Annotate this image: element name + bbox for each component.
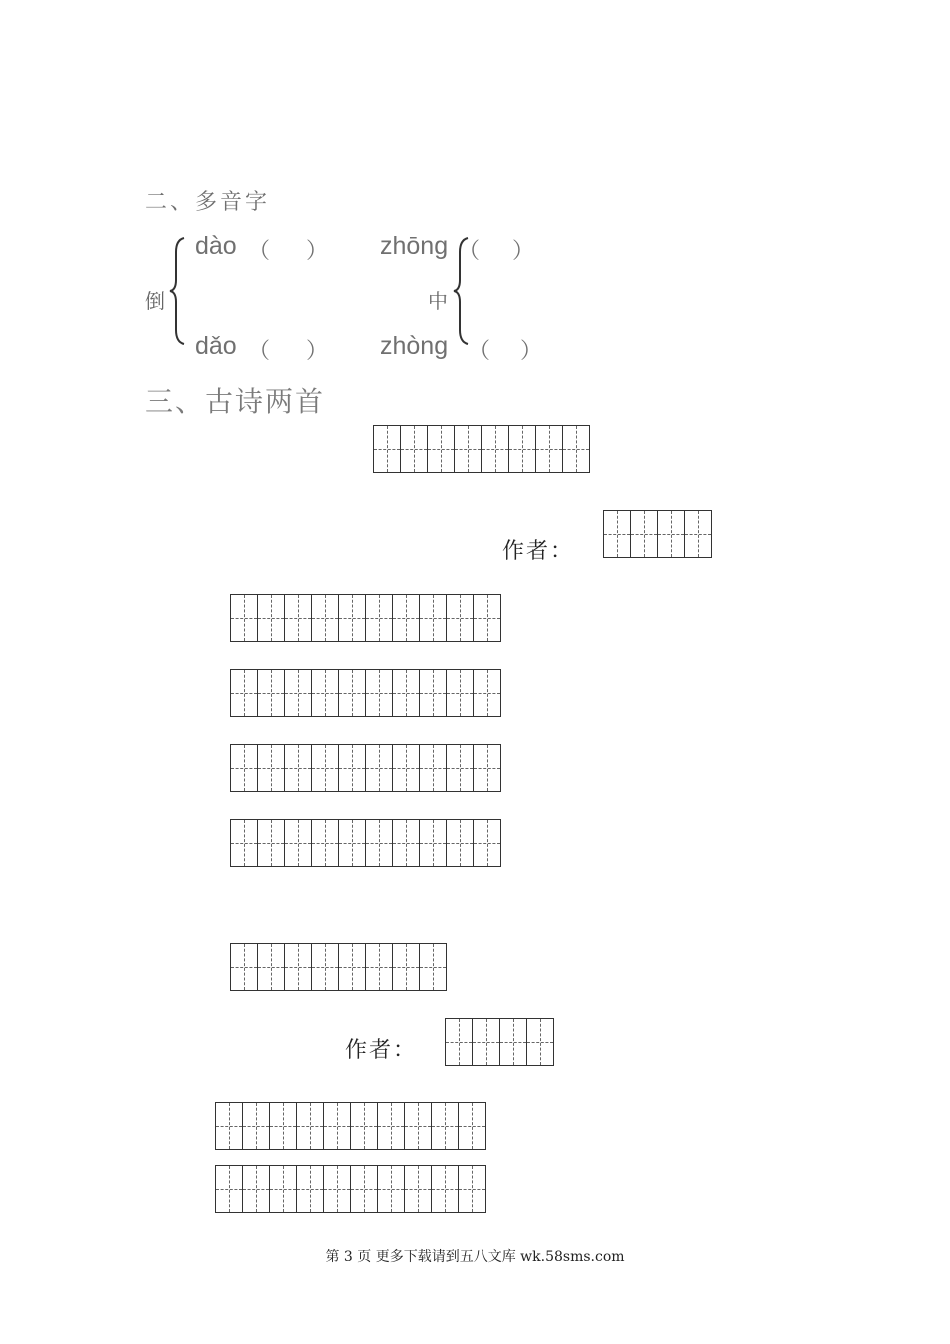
grid-cell[interactable] (377, 1165, 405, 1213)
poem1-author-grid[interactable] (603, 510, 712, 558)
poem1-title-grid[interactable] (373, 425, 590, 473)
grid-cell[interactable] (684, 510, 712, 558)
grid-cell[interactable] (338, 943, 366, 991)
poem1-line-2-grid[interactable] (230, 669, 501, 717)
grid-cell[interactable] (338, 594, 366, 642)
grid-cell[interactable] (242, 1165, 270, 1213)
grid-cell[interactable] (419, 669, 447, 717)
pinyin-zhong-4: zhòng (380, 332, 449, 360)
grid-cell[interactable] (284, 594, 312, 642)
grid-cell[interactable] (365, 669, 393, 717)
grid-cell[interactable] (481, 425, 509, 473)
grid-cell[interactable] (284, 943, 312, 991)
poem2-author-grid[interactable] (445, 1018, 554, 1066)
poem1-line-3-grid[interactable] (230, 744, 501, 792)
grid-cell[interactable] (392, 819, 420, 867)
grid-cell[interactable] (242, 1102, 270, 1150)
section-3-heading: 三、古诗两首 (145, 385, 326, 418)
grid-cell[interactable] (446, 594, 474, 642)
grid-cell[interactable] (392, 943, 420, 991)
poem2-line-1-grid[interactable] (215, 1102, 486, 1150)
grid-cell[interactable] (284, 819, 312, 867)
answer-paren-dao-3-open: （ (248, 339, 271, 364)
grid-cell[interactable] (392, 594, 420, 642)
poem1-author-label: 作者： (502, 539, 575, 564)
grid-cell[interactable] (392, 744, 420, 792)
grid-cell[interactable] (350, 1165, 378, 1213)
grid-cell[interactable] (311, 594, 339, 642)
pinyin-dao-4: dào (195, 232, 237, 260)
grid-cell[interactable] (230, 744, 258, 792)
grid-cell[interactable] (311, 943, 339, 991)
grid-cell[interactable] (284, 744, 312, 792)
grid-cell[interactable] (269, 1102, 297, 1150)
grid-cell[interactable] (284, 669, 312, 717)
grid-cell[interactable] (311, 744, 339, 792)
grid-cell[interactable] (458, 1102, 486, 1150)
poem1-line-4-grid[interactable] (230, 819, 501, 867)
grid-cell[interactable] (630, 510, 658, 558)
grid-cell[interactable] (473, 744, 501, 792)
answer-paren-dao-3-close: ） (306, 339, 329, 364)
grid-cell[interactable] (562, 425, 590, 473)
grid-cell[interactable] (350, 1102, 378, 1150)
grid-cell[interactable] (535, 425, 563, 473)
grid-cell[interactable] (257, 819, 285, 867)
grid-cell[interactable] (296, 1102, 324, 1150)
grid-cell[interactable] (454, 425, 482, 473)
left-brace-zhong (452, 236, 472, 346)
grid-cell[interactable] (230, 943, 258, 991)
grid-cell[interactable] (257, 669, 285, 717)
grid-cell[interactable] (230, 669, 258, 717)
grid-cell[interactable] (323, 1102, 351, 1150)
grid-cell[interactable] (404, 1165, 432, 1213)
grid-cell[interactable] (338, 819, 366, 867)
grid-cell[interactable] (419, 819, 447, 867)
grid-cell[interactable] (338, 669, 366, 717)
grid-cell[interactable] (311, 669, 339, 717)
grid-cell[interactable] (431, 1102, 459, 1150)
answer-paren-zhong-1-close: ） (512, 239, 535, 264)
grid-cell[interactable] (215, 1102, 243, 1150)
grid-cell[interactable] (603, 510, 631, 558)
answer-paren-zhong-4-open: （ (468, 339, 491, 364)
grid-cell[interactable] (499, 1018, 527, 1066)
grid-cell[interactable] (446, 819, 474, 867)
grid-cell[interactable] (257, 744, 285, 792)
answer-paren-zhong-4-close: ） (520, 339, 543, 364)
grid-cell[interactable] (365, 819, 393, 867)
grid-cell[interactable] (365, 594, 393, 642)
grid-cell[interactable] (269, 1165, 297, 1213)
pinyin-zhong-1: zhōng (380, 232, 449, 260)
grid-cell[interactable] (508, 425, 536, 473)
pinyin-dao-3: dǎo (195, 332, 237, 360)
grid-cell[interactable] (257, 943, 285, 991)
grid-cell[interactable] (526, 1018, 554, 1066)
section-2-heading: 二、多音字 (145, 190, 271, 215)
grid-cell[interactable] (473, 594, 501, 642)
grid-cell[interactable] (365, 943, 393, 991)
grid-cell[interactable] (657, 510, 685, 558)
grid-cell[interactable] (473, 819, 501, 867)
answer-paren-dao-4-close: ） (306, 239, 329, 264)
grid-cell[interactable] (427, 425, 455, 473)
grid-cell[interactable] (296, 1165, 324, 1213)
grid-cell[interactable] (419, 943, 447, 991)
grid-cell[interactable] (472, 1018, 500, 1066)
grid-cell[interactable] (458, 1165, 486, 1213)
grid-cell[interactable] (373, 425, 401, 473)
polyphone-char-dao: 倒 (145, 289, 165, 313)
grid-cell[interactable] (392, 669, 420, 717)
answer-paren-zhong-1-open: （ (458, 239, 481, 264)
polyphone-char-zhong: 中 (428, 289, 448, 313)
page-footer: 第 3 页 更多下载请到五八文库 wk.58sms.com (325, 1249, 625, 1265)
grid-cell[interactable] (377, 1102, 405, 1150)
grid-cell[interactable] (419, 594, 447, 642)
grid-cell[interactable] (404, 1102, 432, 1150)
grid-cell[interactable] (215, 1165, 243, 1213)
grid-cell[interactable] (230, 594, 258, 642)
poem2-title-grid[interactable] (230, 943, 447, 991)
answer-paren-dao-4-open: （ (248, 239, 271, 264)
grid-cell[interactable] (446, 744, 474, 792)
grid-cell[interactable] (445, 1018, 473, 1066)
grid-cell[interactable] (338, 744, 366, 792)
left-brace-dao (168, 236, 188, 346)
grid-cell[interactable] (431, 1165, 459, 1213)
grid-cell[interactable] (473, 669, 501, 717)
grid-cell[interactable] (257, 594, 285, 642)
grid-cell[interactable] (400, 425, 428, 473)
poem2-line-2-grid[interactable] (215, 1165, 486, 1213)
poem1-line-1-grid[interactable] (230, 594, 501, 642)
grid-cell[interactable] (323, 1165, 351, 1213)
grid-cell[interactable] (230, 819, 258, 867)
grid-cell[interactable] (365, 744, 393, 792)
grid-cell[interactable] (419, 744, 447, 792)
grid-cell[interactable] (446, 669, 474, 717)
poem2-author-label: 作者： (345, 1038, 418, 1063)
grid-cell[interactable] (311, 819, 339, 867)
